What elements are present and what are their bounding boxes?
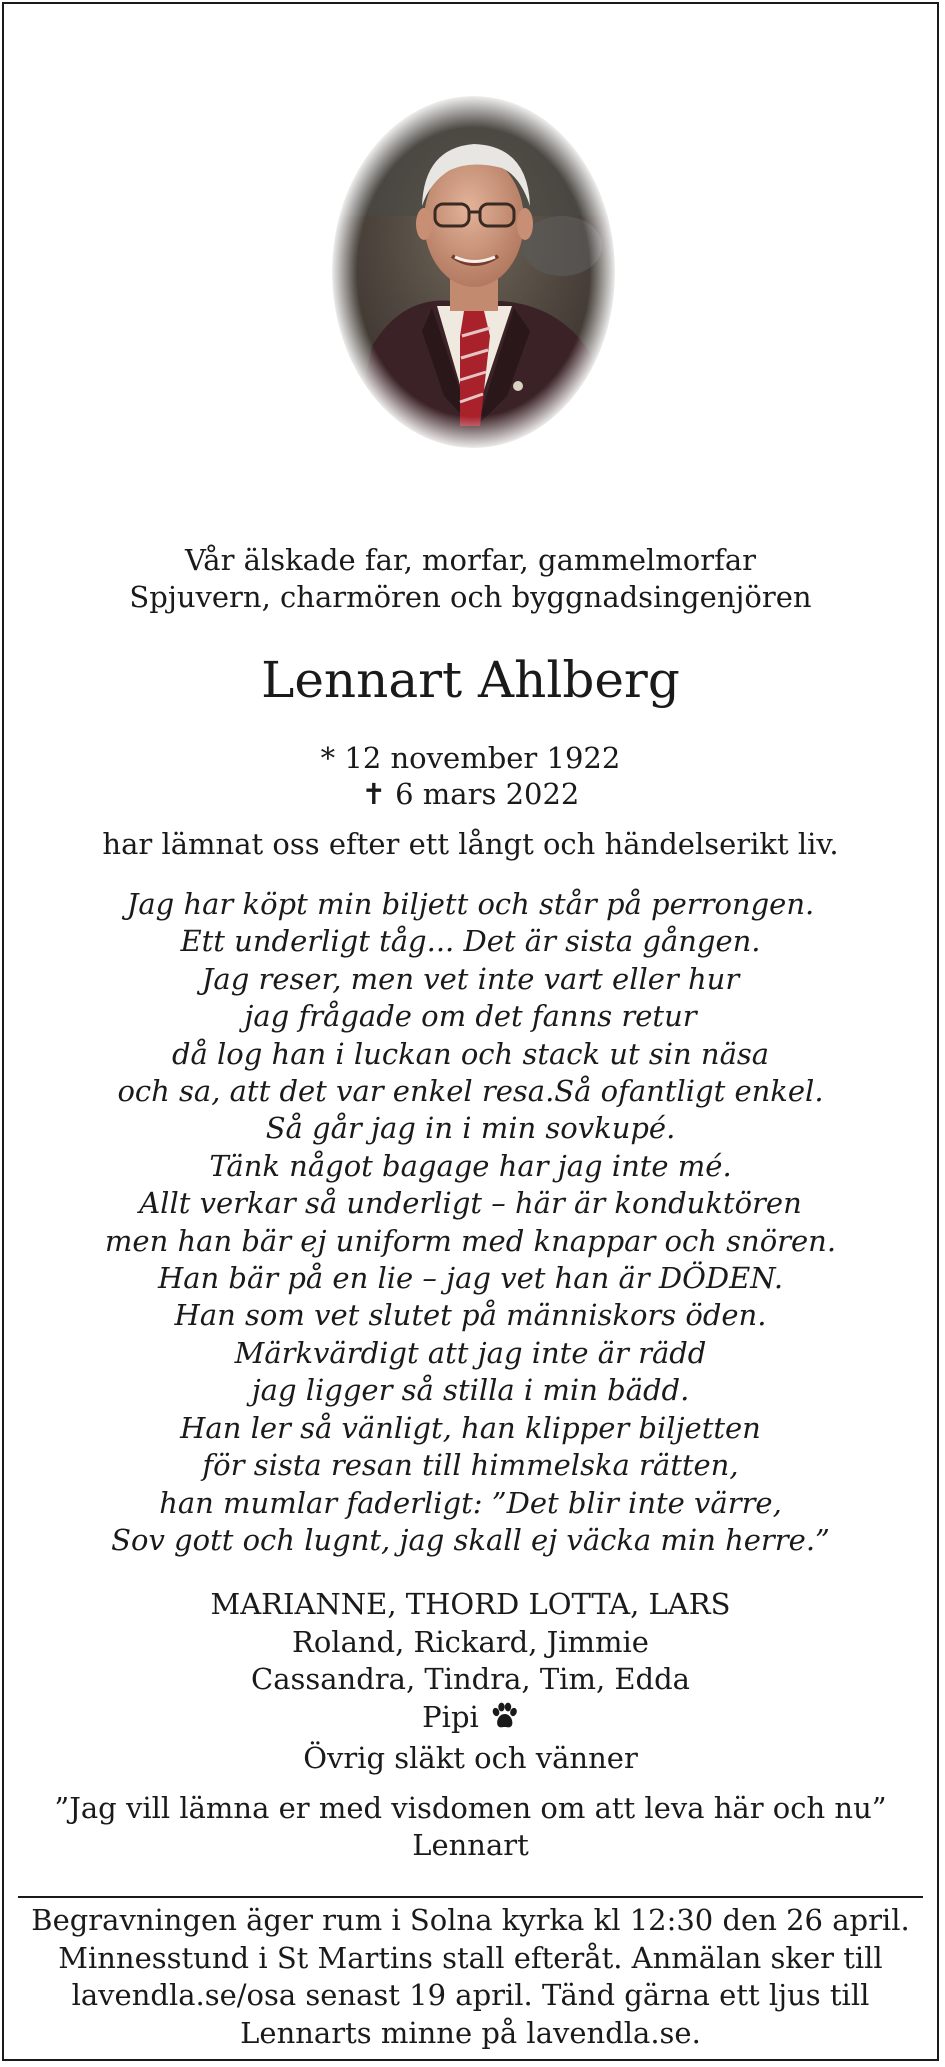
mourners-line: Roland, Rickard, Jimmie	[292, 1624, 649, 1659]
poem-line: och sa, att det var enkel resa.Så ofantligt enkel.	[117, 1074, 824, 1109]
funeral-line: Begravningen äger rum i Solna kyrka kl 12:30 den 26 april.	[31, 1903, 910, 1937]
poem-line: Så går jag in i min sovkupé.	[265, 1111, 676, 1146]
funeral-line: lavendla.se/osa senast 19 april. Tänd gärna ett ljus till	[71, 1978, 870, 2012]
poem-line: Han ler så vänligt, han klipper biljetten	[180, 1410, 761, 1445]
funeral-line: Minnesstund i St Martins stall efteråt. Anmälan sker till	[58, 1940, 883, 1975]
life-dates	[4, 740, 937, 812]
death-date: ✝ 6 mars 2022	[361, 777, 580, 811]
poem-line: Allt verkar så underligt – här är konduktören	[139, 1186, 802, 1221]
obituary-frame	[2, 2, 939, 2061]
mourners-line: Cassandra, Tindra, Tim, Edda	[251, 1662, 690, 1696]
poem-line: Jag reser, men vet inte vart eller hur	[201, 961, 740, 996]
passing-statement: har lämnat oss efter ett långt och händelserikt liv.	[102, 827, 839, 861]
poem-line: jag ligger så stilla i min bädd.	[251, 1373, 690, 1408]
farewell-quote	[4, 1790, 937, 1864]
mourners-list	[4, 1586, 937, 1778]
birth-date: * 12 november 1922	[320, 741, 621, 775]
funeral-info	[4, 1902, 937, 2052]
poem-line: Ett underligt tåg... Det är sista gången.	[180, 924, 761, 959]
poem-line: för sista resan till himmelska rätten,	[202, 1448, 739, 1483]
deceased-name: Lennart Ahlberg	[261, 651, 680, 709]
poem	[4, 886, 937, 1559]
poem-line: Sov gott och lugnt, jag skall ej väcka min herre.”	[111, 1522, 830, 1557]
poem-line: Märkvärdigt att jag inte är rädd	[234, 1335, 707, 1370]
intro-text	[4, 542, 937, 616]
poem-line: då log han i luckan och stack ut sin näsa	[171, 1036, 770, 1071]
paw-print-icon	[489, 1701, 519, 1741]
portrait-photo	[332, 96, 615, 448]
intro-line: Spjuvern, charmören och byggnadsingenjören	[129, 580, 812, 614]
pet-line	[4, 1699, 937, 1741]
poem-line: Tänk något bagage har jag inte mé.	[209, 1148, 732, 1183]
poem-line: jag frågade om det fanns retur	[244, 999, 697, 1034]
poem-line: men han bär ej uniform med knappar och snören.	[104, 1223, 837, 1258]
divider	[18, 1896, 923, 1898]
portrait-illustration	[332, 96, 615, 448]
poem-line: han mumlar faderligt: ”Det blir inte värre,	[159, 1485, 782, 1520]
poem-line: Han bär på en lie – jag vet han är DÖDEN.	[157, 1261, 784, 1296]
mourners-line: MARIANNE, THORD LOTTA, LARS	[210, 1587, 731, 1621]
pet-name: Pipi	[422, 1699, 479, 1734]
poem-line: Jag har köpt min biljett och står på perrongen.	[126, 887, 815, 921]
poem-line: Han som vet slutet på människors öden.	[174, 1298, 767, 1333]
quote-signature: Lennart	[412, 1828, 529, 1862]
mourners-line: Övrig släkt och vänner	[303, 1741, 638, 1775]
funeral-line: Lennarts minne på lavendla.se.	[240, 2015, 701, 2050]
intro-line: Vår älskade far, morfar, gammelmorfar	[185, 543, 756, 577]
quote-text: ”Jag vill lämna er med visdomen om att leva här och nu”	[54, 1791, 887, 1825]
